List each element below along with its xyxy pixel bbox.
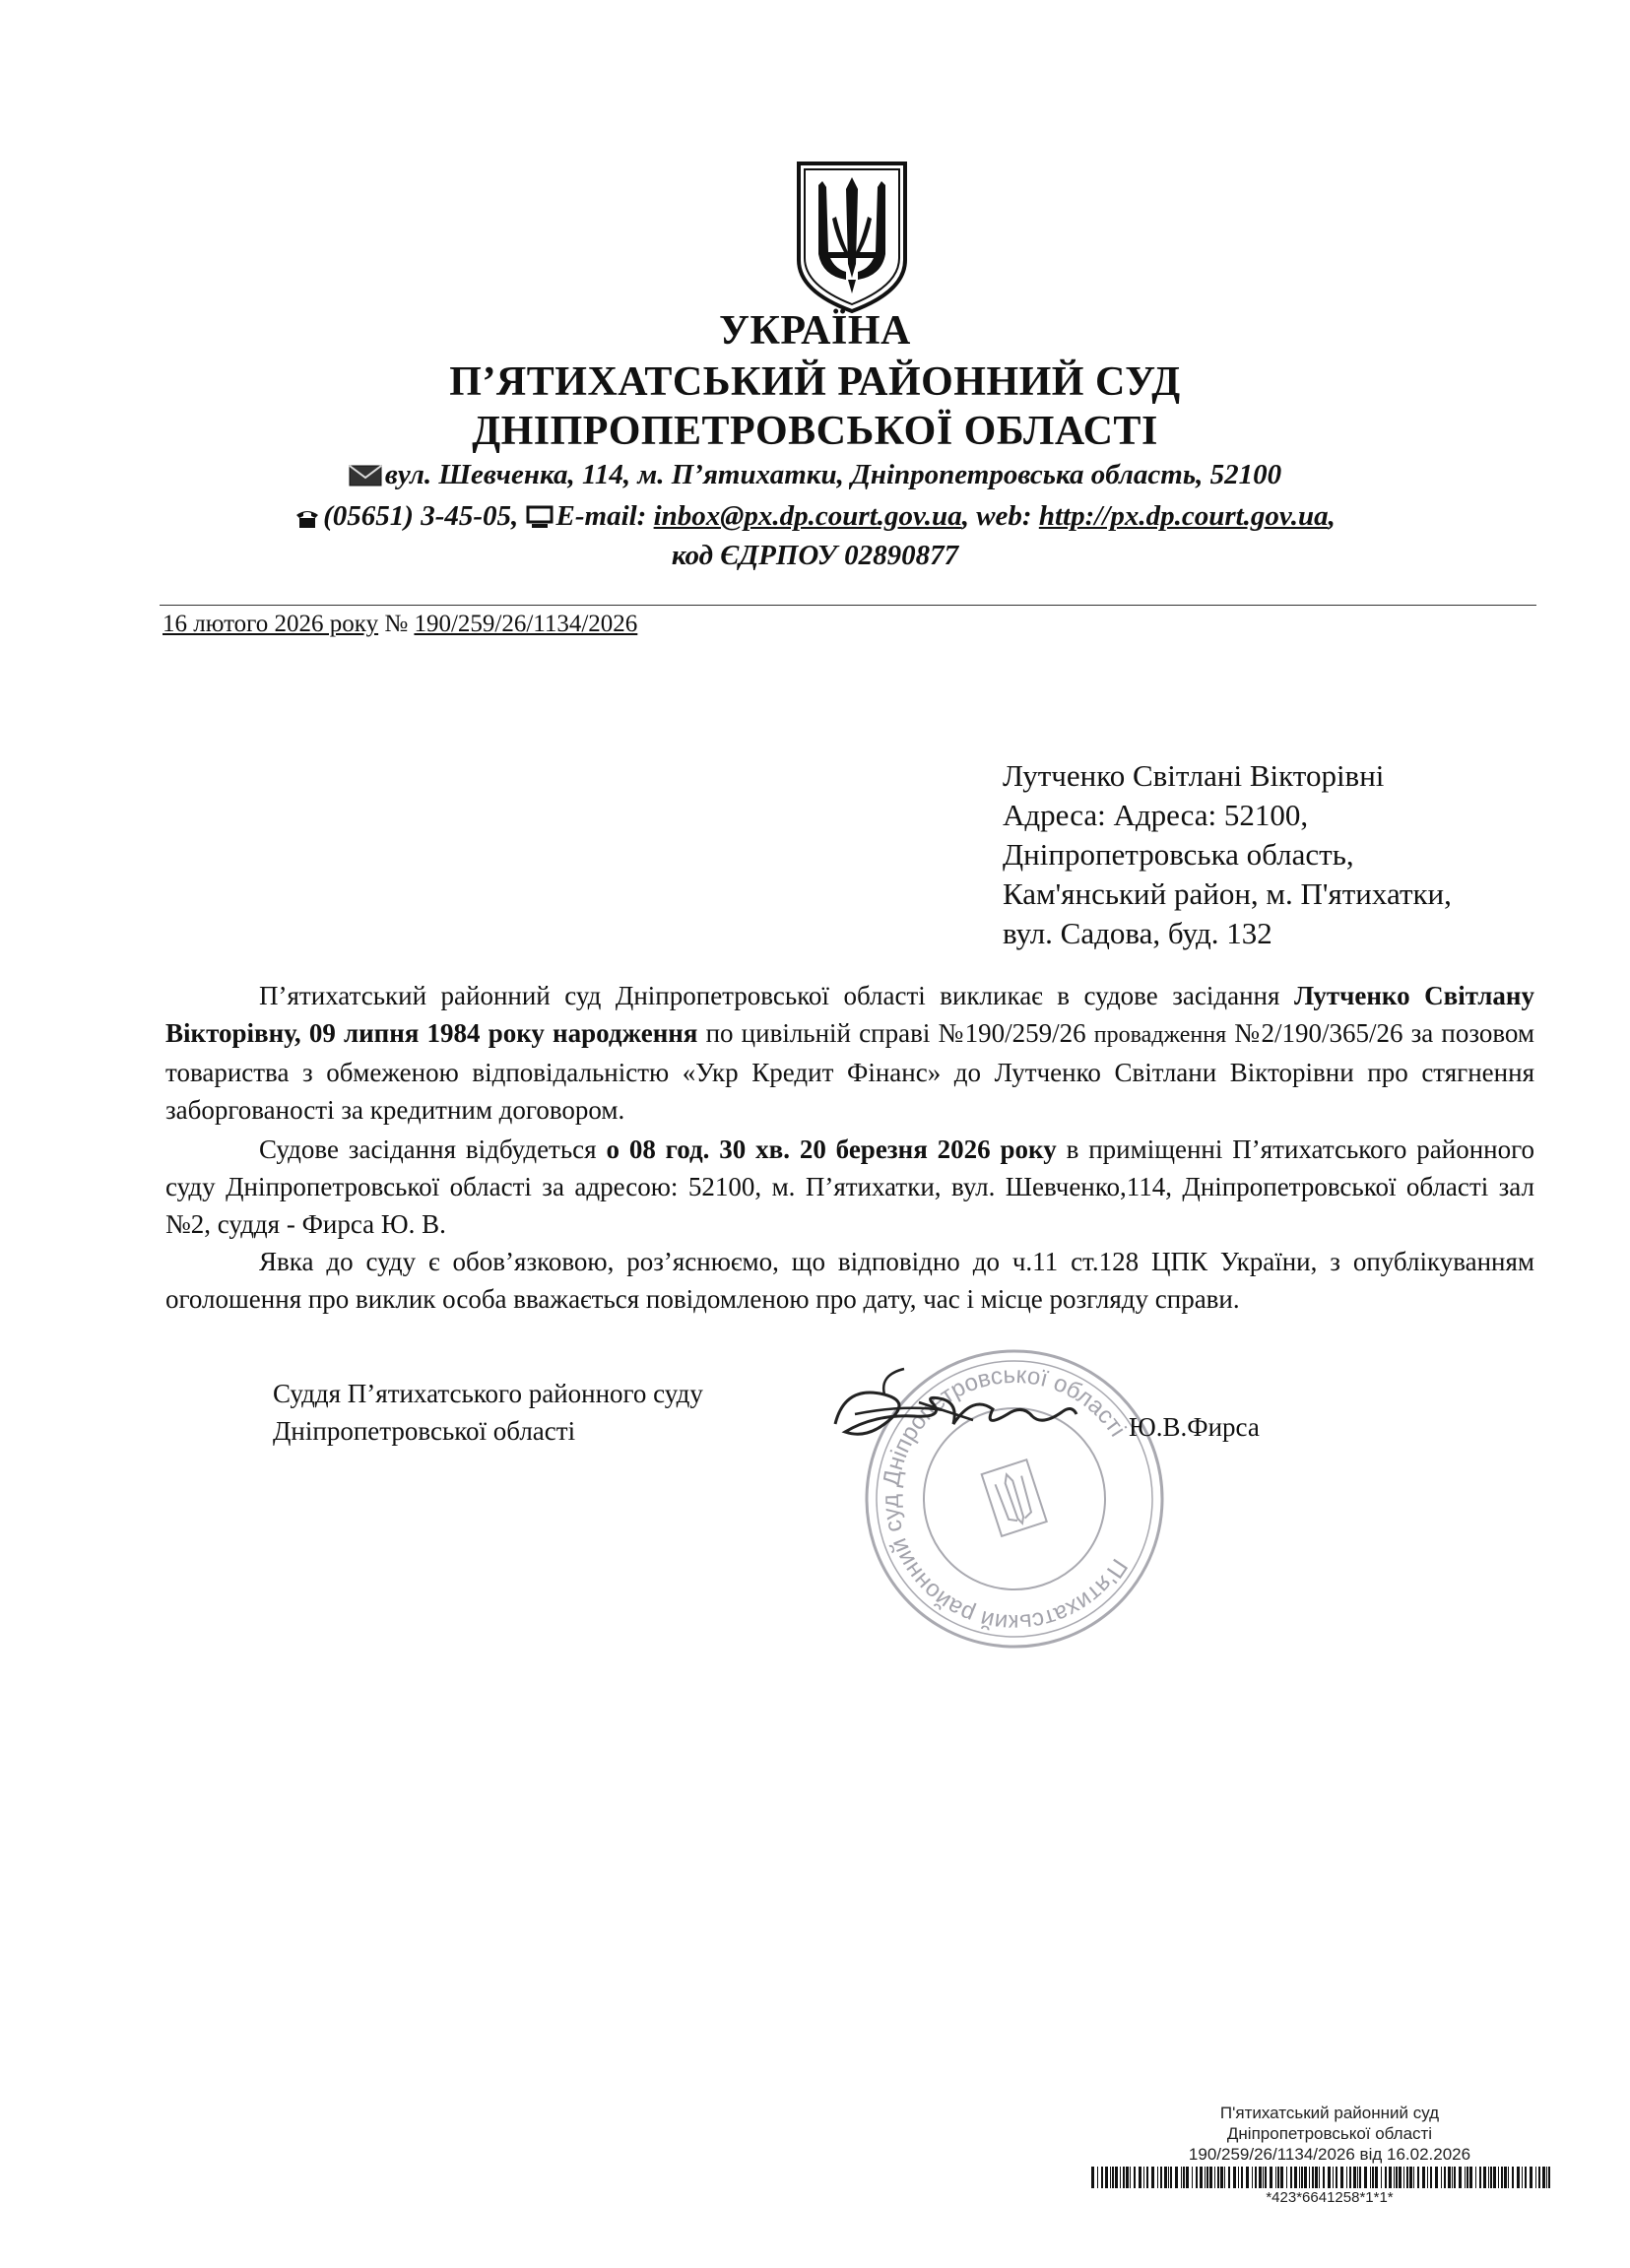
barcode-bar [1301, 2167, 1303, 2188]
barcode-bar [1277, 2167, 1279, 2188]
barcode-bar [1255, 2167, 1257, 2188]
barcode-bar [1493, 2167, 1496, 2188]
barcode-bar [1488, 2167, 1489, 2188]
barcode-bar [1217, 2167, 1219, 2188]
barcode-bar [1409, 2167, 1412, 2188]
document-number: 190/259/26/1134/2026 [414, 611, 638, 637]
barcode-bar [1403, 2167, 1404, 2188]
p2-text-a: Судове засідання відбудеться [259, 1134, 607, 1164]
barcode-bar [1175, 2167, 1178, 2188]
barcode-bar [1459, 2167, 1462, 2188]
addressee-line4: вул. Садова, буд. 132 [1003, 916, 1272, 950]
barcode-bar [1454, 2167, 1456, 2188]
barcode-bar [1170, 2167, 1172, 2188]
barcode-bar [1299, 2167, 1300, 2188]
barcode-bar [1228, 2167, 1230, 2188]
barcode-bar [1465, 2167, 1466, 2188]
addressee-line1: Адреса: Адреса: 52100, [1003, 798, 1309, 832]
barcode-bar [1246, 2167, 1249, 2188]
barcode-bar [1252, 2167, 1253, 2188]
document-number-line [163, 611, 637, 638]
addressee-name: Лутченко Світлані Вікторівні [1003, 758, 1385, 793]
barcode-bar [1105, 2167, 1108, 2188]
barcode-bar [1214, 2167, 1215, 2188]
address-text: вул. Шевченка, 114, м. П’ятихатки, Дніпропетровська область, 52100 [384, 459, 1282, 490]
barcode-bar [1192, 2167, 1193, 2188]
phone-text: (05651) 3-45-05, [323, 500, 519, 532]
barcode-bar [1430, 2167, 1432, 2188]
p1-text-c: по цивільній справі №190/259/26 [697, 1018, 1094, 1048]
barcode-icon [1091, 2167, 1552, 2188]
barcode-bar [1333, 2167, 1334, 2188]
barcode-bar [1309, 2167, 1310, 2188]
barcode-bar [1270, 2167, 1272, 2188]
barcode-bar [1512, 2167, 1514, 2188]
p2-text-c: в приміщенні П’ятихатського районного суду Дніпропетровської області за адресою: 52100, м. П’ятихатки, вул. Шевченко,114, Дніпропетровської області зал №2, суддя - Фирса Ю. В. [165, 1134, 1535, 1239]
barcode-bar [1444, 2167, 1446, 2188]
barcode-bar [1126, 2167, 1129, 2188]
judge-signature [825, 1355, 1081, 1463]
barcode-bar [1336, 2167, 1337, 2188]
barcode-bar [1525, 2167, 1527, 2188]
phone-icon [294, 507, 320, 529]
barcode-bar [1312, 2167, 1314, 2188]
p1-defendant: Лутченко Світлану Вікторівну, 09 липня 1984 року народження [165, 981, 1534, 1048]
footer-doc-ref: 190/259/26/1134/2026 від 16.02.2026 [1188, 2145, 1471, 2164]
barcode-bar [1435, 2167, 1438, 2188]
barcode-bar [1396, 2167, 1398, 2188]
barcode-bar [1206, 2167, 1208, 2188]
barcode-bar [1490, 2167, 1492, 2188]
barcode-bar [1548, 2167, 1550, 2188]
barcode-bar [1483, 2167, 1486, 2188]
p2-hearing-time: о 08 год. 30 хв. 20 березня 2026 року [606, 1134, 1057, 1164]
barcode-bar [1209, 2167, 1212, 2188]
barcode-bar [1164, 2167, 1167, 2188]
hearing-paragraph [165, 1131, 1534, 1243]
document-date: 16 лютого 2026 року [163, 611, 379, 637]
barcode-bar [1346, 2167, 1347, 2188]
court-address [0, 459, 1630, 491]
barcode-bar [1498, 2167, 1499, 2188]
barcode-bar [1469, 2167, 1472, 2188]
edrpou-code: код ЄДРПОУ 02890877 [671, 540, 959, 571]
barcode-bar [1422, 2167, 1425, 2188]
barcode-bar [1357, 2167, 1358, 2188]
barcode-bar [1467, 2167, 1468, 2188]
barcode-bar [1304, 2167, 1307, 2188]
barcode-bar [1406, 2167, 1408, 2188]
barcode-bar [1275, 2167, 1276, 2188]
barcode-bar [1328, 2167, 1331, 2188]
barcode-bar [1319, 2167, 1320, 2188]
barcode-bar [1375, 2167, 1378, 2188]
header-divider [160, 605, 1536, 606]
barcode-bar [1381, 2167, 1382, 2188]
barcode-bar [1294, 2167, 1297, 2188]
seal-text: П'ятихатський районний суд Дніпропетровської області [877, 1361, 1133, 1637]
addressee-line2: Дніпропетровська область, [1003, 837, 1354, 872]
barcode-bar [1110, 2167, 1111, 2188]
barcode-bar [1091, 2167, 1094, 2188]
barcode-bar [1522, 2167, 1523, 2188]
barcode-bar [1427, 2167, 1428, 2188]
court-name-line2: ДНІПРОПЕТРОВСЬКОЇ ОБЛАСТІ [472, 409, 1158, 454]
barcode-bar [1546, 2167, 1547, 2188]
barcode-bar [1413, 2167, 1414, 2188]
barcode-bar [1120, 2167, 1121, 2188]
judge-position-line1: Суддя П’ятихатського районного суду [273, 1379, 703, 1408]
barcode-bar [1115, 2167, 1118, 2188]
web-label: , web: [961, 500, 1032, 532]
barcode-bar [1233, 2167, 1236, 2188]
barcode-bar [1263, 2167, 1264, 2188]
barcode-bar [1097, 2167, 1098, 2188]
barcode-bar [1123, 2167, 1125, 2188]
barcode-bar [1452, 2167, 1453, 2188]
addressee-block [1003, 756, 1452, 953]
barcode-bar [1286, 2167, 1287, 2188]
barcode-bar [1501, 2167, 1503, 2188]
barcode-bar [1265, 2167, 1267, 2188]
barcode-bar [1385, 2167, 1387, 2188]
judge-position [273, 1375, 703, 1450]
barcode-bar [1508, 2167, 1509, 2188]
footer-court-line2: Дніпропетровської області [1226, 2124, 1433, 2143]
footer-court-line1: П'ятихатський районний суд [1219, 2104, 1440, 2122]
barcode-bar [1530, 2167, 1532, 2188]
barcode-bar [1399, 2167, 1402, 2188]
addressee-line3: Кам'янський район, м. П'ятихатки, [1003, 876, 1452, 911]
barcode-bar [1280, 2167, 1283, 2188]
court-contacts: (05651) 3-45-05, E-mail: inbox@px.dp.court.gov.ua, web: http://px.dp.court.gov.ua, [0, 500, 1630, 533]
barcode-bar [1200, 2167, 1203, 2188]
barcode-bar [1101, 2167, 1103, 2188]
p1-text-a: П’ятихатський районний суд Дніпропетровської області викликає в судове засідання [259, 981, 1294, 1010]
barcode-bar [1323, 2167, 1325, 2188]
barcode-bar [1535, 2167, 1536, 2188]
barcode-bar [1359, 2167, 1361, 2188]
coat-of-arms-trident-icon [793, 158, 911, 315]
barcode-bar [1224, 2167, 1225, 2188]
barcode-bar [1259, 2167, 1262, 2188]
barcode-bar [1205, 2167, 1206, 2188]
barcode-bar [1349, 2167, 1351, 2188]
barcode-bar [1146, 2167, 1148, 2188]
email-label: E-mail: [555, 500, 647, 532]
p1-text-d: провадження [1093, 1022, 1227, 1048]
barcode-bar [1290, 2167, 1292, 2188]
barcode-bar [1315, 2167, 1318, 2188]
judge-position-line2: Дніпропетровської області [273, 1416, 576, 1446]
web-link[interactable]: http://px.dp.court.gov.ua [1038, 500, 1329, 532]
barcode-bar [1181, 2167, 1182, 2188]
barcode-bar [1417, 2167, 1419, 2188]
summons-paragraph [165, 977, 1534, 1129]
barcode-bar [1143, 2167, 1144, 2188]
email-link[interactable]: inbox@px.dp.court.gov.ua [653, 500, 962, 532]
barcode-bar [1196, 2167, 1198, 2188]
number-sign: № [384, 611, 409, 637]
barcode-bar [1475, 2167, 1476, 2188]
barcode-bar [1372, 2167, 1374, 2188]
court-name-line1: П’ЯТИХАТСЬКИЙ РАЙОННИЙ СУД [449, 359, 1181, 405]
country-title: УКРАЇНА [719, 308, 911, 354]
barcode-bar [1157, 2167, 1158, 2188]
barcode-bar [1504, 2167, 1507, 2188]
p1-text-e: №2/190/365/26 за позовом товариства з обмеженою відповідальністю «Укр Кредит Фінанс» до Лутченко Світлани Вікторівни про стягнення заборгованості за кредитним договором. [165, 1018, 1535, 1125]
barcode-bar [1139, 2167, 1141, 2188]
barcode-bar [1134, 2167, 1136, 2188]
envelope-icon [349, 464, 382, 487]
barcode-bar [1517, 2167, 1520, 2188]
barcode-bar [1168, 2167, 1169, 2188]
barcode-bar [1389, 2167, 1392, 2188]
barcode-bar [1238, 2167, 1239, 2188]
barcode-bar [1353, 2167, 1356, 2188]
barcode-bar [1183, 2167, 1185, 2188]
barcode-bar [1538, 2167, 1540, 2188]
barcode-bar [1479, 2167, 1481, 2188]
barcode-bar [1542, 2167, 1545, 2188]
barcode-bar [1370, 2167, 1371, 2188]
barcode-bar [1364, 2167, 1367, 2188]
barcode-bar [1340, 2167, 1343, 2188]
computer-icon [526, 505, 554, 529]
barcode-bar [1130, 2167, 1131, 2188]
barcode-bar [1112, 2167, 1114, 2188]
barcode-bar [1151, 2167, 1154, 2188]
barcode-bar [1186, 2167, 1189, 2188]
barcode-bar [1394, 2167, 1395, 2188]
barcode-bar [1448, 2167, 1451, 2188]
barcode-bar [1220, 2167, 1223, 2188]
barcode-bar [1241, 2167, 1243, 2188]
barcode-text: *423*6641258*1*1* [1266, 2189, 1394, 2206]
barcode-bar [1441, 2167, 1442, 2188]
barcode-bar [1160, 2167, 1162, 2188]
judge-name: Ю.В.Фирса [1129, 1412, 1260, 1442]
attendance-paragraph: Явка до суду є обов’язковою, роз’яснюємо, що відповідно до ч.11 ст.128 ЦПК України, з опублікуванням оголошення про виклик особа вважається повідомленою про дату, час і місце розгляду справи. [165, 1247, 1534, 1314]
